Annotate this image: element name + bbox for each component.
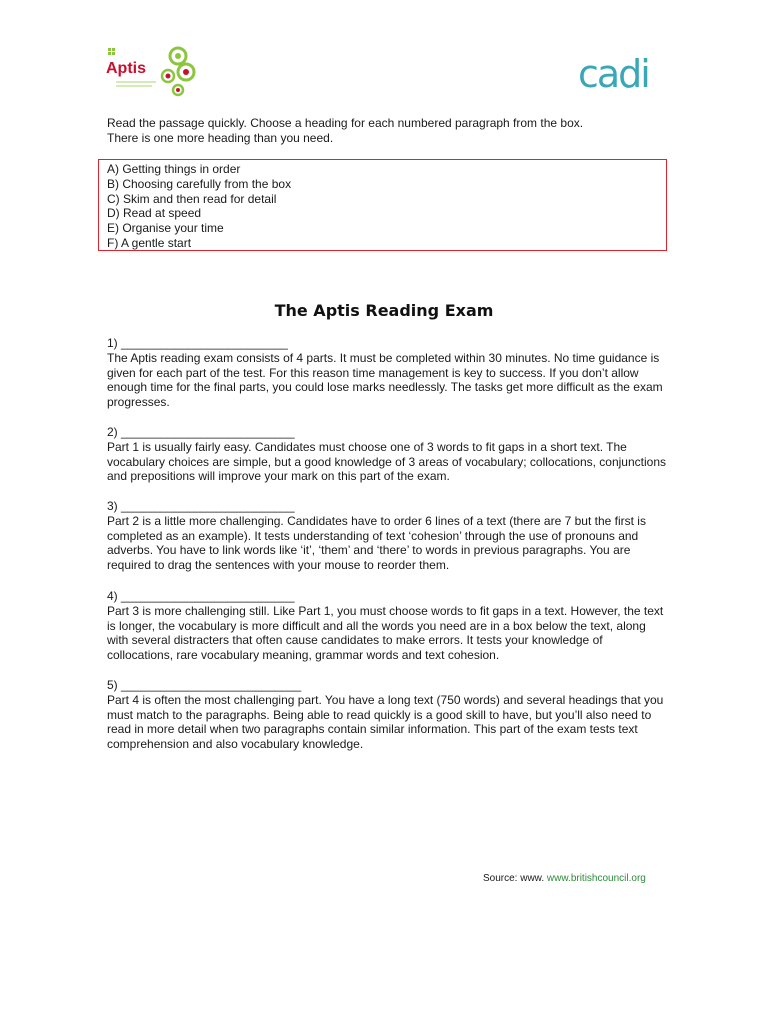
paragraph-text: The Aptis reading exam consists of 4 parts. It must be completed within 30 minutes. No time guidance is given for each part of the test. For this reason time management is key to success. If you don’t allow enough time for the final parts, you could lose marks needlessly. The tasks get more difficult as the exam progresses. [107,350,663,410]
heading-option: C) Skim and then read for detail [107,191,277,206]
heading-blank: 2) __________________________ [107,425,295,439]
paragraph-text: Part 2 is a little more challenging. Candidates have to order 6 lines of a text (there are 7 but the first is completed as an example). It tests understanding of text ‘cohesion’ through the use of pronouns and adverbs. You have to link words like ‘it’, ‘them’ and ‘there’ to words in previous paragraphs. You are required to drag the sentences with your mouse to reorder them. [107,513,646,573]
heading-blank: 5) ___________________________ [107,678,302,692]
cadi-logo-text: cadi [578,52,649,96]
instructions [107,116,667,145]
headings-box [98,159,667,251]
heading-blank: 4) __________________________ [107,589,295,603]
paragraph-5 [107,678,667,752]
heading-blank: 3) __________________________ [107,499,295,513]
source-label: Source: www. [483,873,545,884]
source-link[interactable]: www.britishcouncil.org [546,873,646,884]
paragraph-text: Part 1 is usually fairly easy. Candidates must choose one of 3 words to fit gaps in a short text. The vocabulary choices are simple, but a good knowledge of 3 areas of vocabulary; collocations, conjunctions and prepositions will improve your mark on this part of the exam. [107,439,666,484]
instructions-line-2: There is one more heading than you need. [107,130,334,145]
paragraph-1 [107,336,667,410]
aptis-logo [106,46,198,102]
paragraph-text: Part 4 is often the most challenging part. You have a long text (750 words) and several headings that you must match to the paragraphs. Being able to read quickly is a good skill to have, but you’ll also need to read in more detail when two paragraphs contain similar information. This part of the exam tests text comprehension and also vocabulary knowledge. [107,692,664,752]
cadi-logo [578,52,662,102]
instructions-line-1: Read the passage quickly. Choose a heading for each numbered paragraph from the box. [107,116,584,130]
heading-option: E) Organise your time [107,221,224,236]
heading-option: F) A gentle start [107,235,192,250]
paragraph-text: Part 3 is more challenging still. Like Part 1, you must choose words to fit gaps in a text. However, the text is longer, the vocabulary is more difficult and all the words you need are in a box below the text, along with several distracters that often cause candidates to make errors. It tests your knowledge of collocations, rare vocabulary meaning, grammar words and text cohesion. [107,603,664,663]
paragraph-3 [107,499,667,573]
page-title: The Aptis Reading Exam [274,301,494,320]
paragraph-2 [107,425,667,484]
aptis-logo-text: Aptis [106,60,146,77]
heading-option: D) Read at speed [107,206,202,221]
heading-blank: 1) _________________________ [107,336,288,350]
paragraph-4 [107,589,667,663]
heading-option: B) Choosing carefully from the box [107,176,292,191]
source-credit [483,873,646,884]
heading-option: A) Getting things in order [107,162,241,176]
